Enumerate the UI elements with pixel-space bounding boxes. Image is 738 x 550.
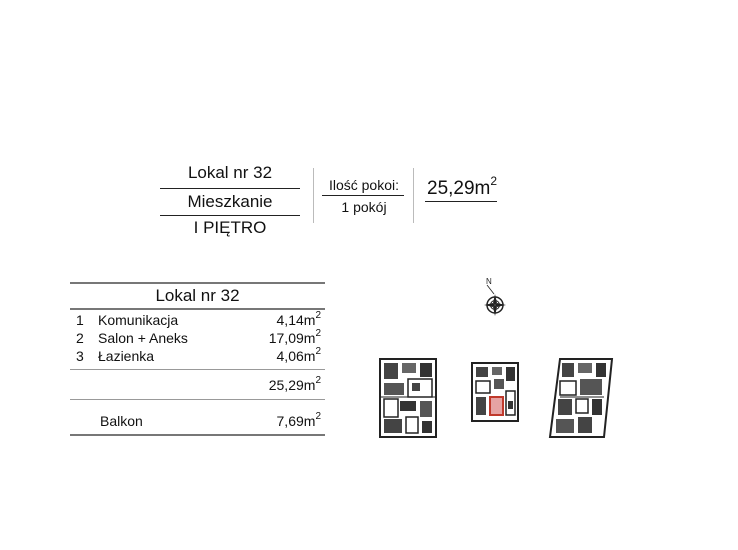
- row-value: $4,06m^2$: [276, 346, 321, 364]
- subtotal-value: $25,29m^2$: [268, 375, 321, 393]
- compass-icon: [478, 272, 512, 322]
- total-area-sup: 2: [490, 174, 498, 188]
- row-name: Salon + Aneks: [98, 330, 188, 346]
- table-row: [70, 348, 325, 366]
- table-balcony-rule: [70, 399, 325, 400]
- header-divider-1: [160, 188, 300, 189]
- floor-label: I PIĘTRO: [193, 218, 267, 237]
- table-subtotal: [70, 377, 325, 395]
- table-top-rule: [70, 282, 325, 284]
- unit-type: Mieszkanie: [187, 192, 273, 211]
- floor-plan-thumbnail-left: [378, 357, 440, 439]
- row-name: Łazienka: [98, 348, 155, 364]
- rooms-divider: [322, 195, 404, 196]
- unit-title: Lokal nr 32: [187, 163, 273, 182]
- row-name: Komunikacja: [98, 312, 179, 328]
- header-vertical-divider-left: [313, 168, 314, 223]
- table-row: [70, 312, 325, 330]
- header-divider-2: [160, 215, 300, 216]
- floor-plan-thumbnail-center: [470, 361, 522, 423]
- total-area: [427, 174, 498, 200]
- row-number: 2: [76, 330, 84, 346]
- row-number: 1: [76, 312, 84, 328]
- compass-north-label: N: [486, 277, 492, 286]
- total-area-underline: [425, 201, 497, 202]
- balcony-label: Balkon: [100, 413, 143, 429]
- rooms-value: 1 pokój: [341, 199, 387, 215]
- row-number: 3: [76, 348, 84, 364]
- table-title: Lokal nr 32: [155, 286, 240, 305]
- highlighted-unit: [490, 397, 503, 415]
- table-subtotal-rule: [70, 369, 325, 370]
- table-bottom-rule: [70, 434, 325, 436]
- row-value: $4,14m^2$: [276, 310, 321, 328]
- header-vertical-divider-right: [413, 168, 414, 223]
- table-row: [70, 330, 325, 348]
- row-value: $17,09m^2$: [268, 328, 321, 346]
- floor-plan-thumbnail-right: [546, 357, 618, 439]
- rooms-label: Ilość pokoi:: [328, 177, 400, 193]
- balcony-value: $7,69m^2$: [276, 411, 321, 429]
- total-area-value: 25,29m: [427, 178, 491, 199]
- table-title-rule: [70, 308, 325, 310]
- table-balcony-row: [70, 413, 325, 431]
